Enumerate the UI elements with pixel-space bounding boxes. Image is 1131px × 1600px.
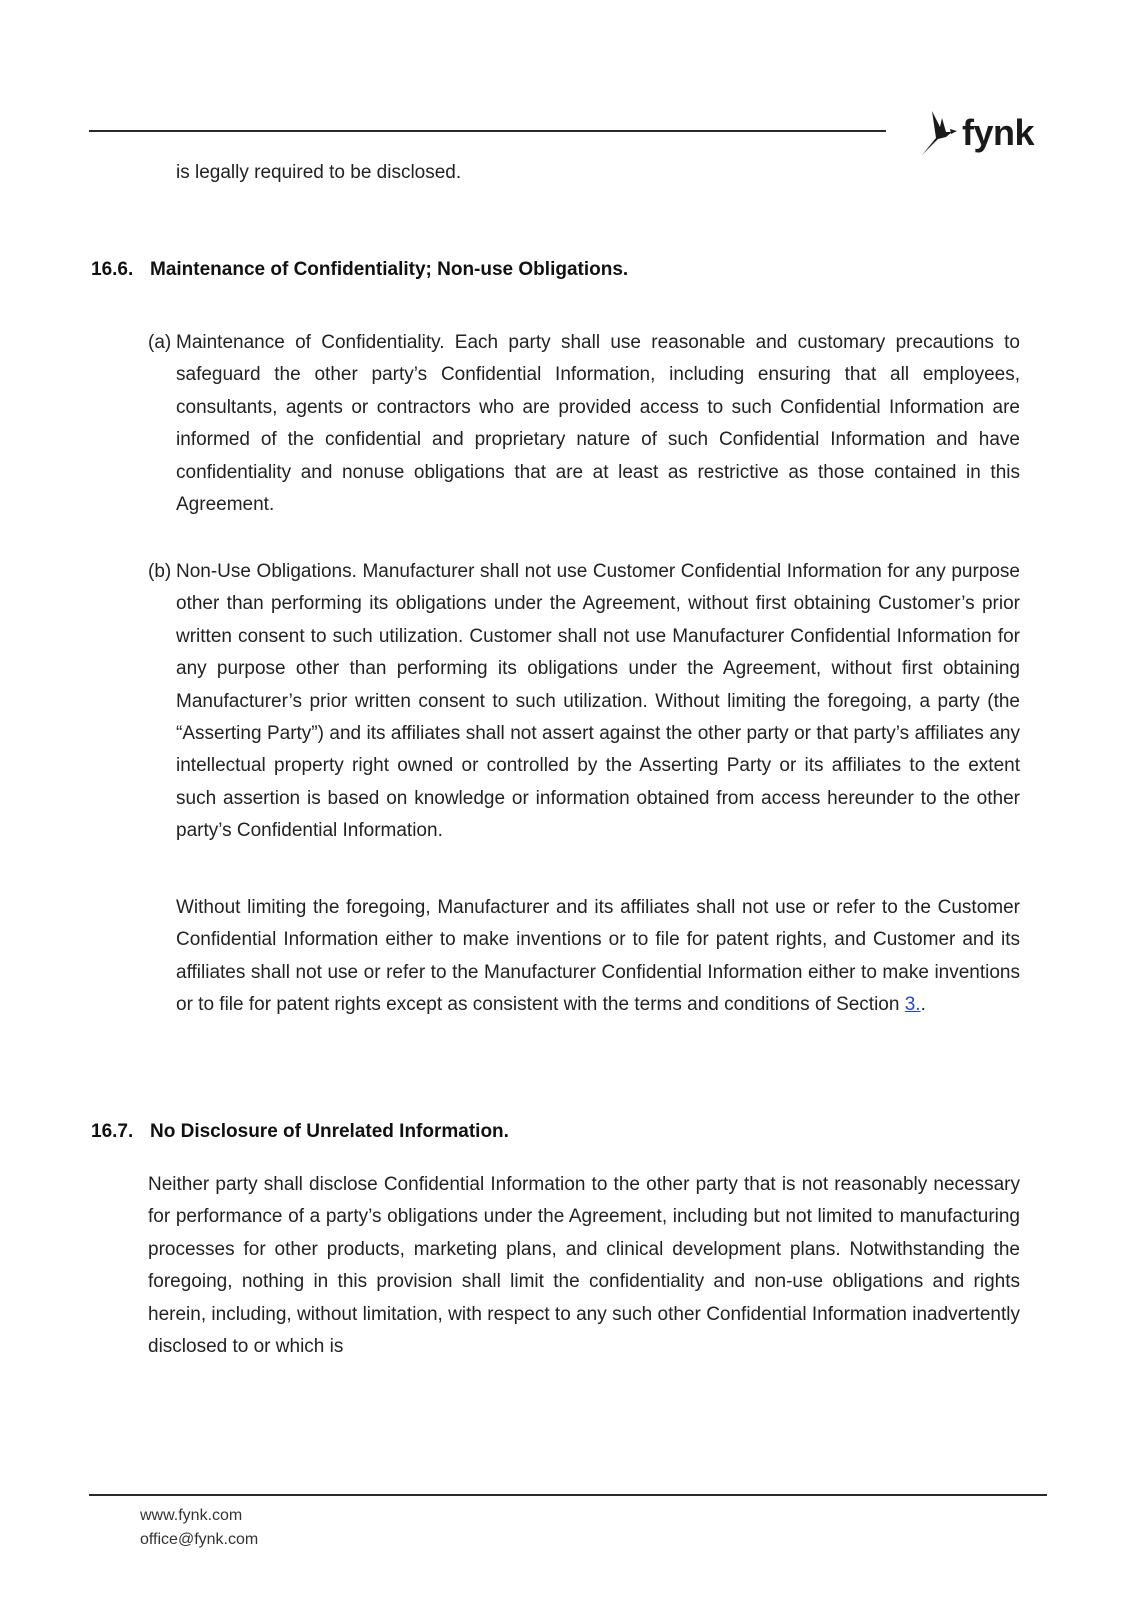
footer-email[interactable]: office@fynk.com bbox=[140, 1531, 259, 1548]
footer-contact bbox=[140, 1504, 258, 1552]
footer-divider bbox=[89, 1494, 1047, 1496]
section-16-7-text: Neither party shall disclose Confidential Information to the other party that is not reasonably necessary for performance of a party’s obligations under the Agreement, including but not limited to manufacturing processes for other products, marketing plans, and clinical development plans. Notwithstanding the foregoing, nothing in this provision shall limit the confidentiality and non-use obligations and rights herein, including, without limitation, with respect to any such other Confidential Information inadvertently disclosed to or which is bbox=[148, 1174, 1020, 1358]
section-3-link[interactable]: 3. bbox=[904, 994, 921, 1016]
clause-b-paragraph-2 bbox=[176, 892, 1020, 1022]
section-number: 16.6. bbox=[91, 259, 134, 280]
clause-b-text: Non-Use Obligations. Manufacturer shall not use Customer Confidential Information for any purpose other than performing its obligations under the Agreement, without first obtaining Customer’s prior written consent to such utilization. Customer shall not use Manufacturer Confidential Information for any purpose other than performing its obligations under the Agreement, without first obtaining Manufacturer’s prior written consent to such utilization. Without limiting the foregoing, a party (the “Asserting Party”) and its affiliates shall not assert against the other party or that party’s affiliates any intellectual property right owned or controlled by the Asserting Party or its affiliates to the extent such assertion is based on knowledge or information obtained from access hereunder to the other party’s Confidential Information. bbox=[176, 561, 1020, 842]
carryover-paragraph: is legally required to be disclosed. bbox=[176, 162, 462, 183]
section-title: Maintenance of Confidentiality; Non-use Obligations. bbox=[150, 259, 629, 280]
section-number: 16.7. bbox=[91, 1121, 134, 1142]
clause-a-text: Maintenance of Confidentiality. Each party shall use reasonable and customary precautions to safeguard the other party’s Confidential Information, including ensuring that all employees, consultants, agents or contractors who are provided access to such Confidential Information are informed of the confidential and proprietary nature of such Confidential Information and have confidentiality and nonuse obligations that are at least as restrictive as those contained in this Agreement. bbox=[176, 332, 1020, 516]
clause-b-label: (b) bbox=[148, 561, 172, 582]
header-divider bbox=[89, 130, 886, 132]
section-16-6-heading bbox=[91, 258, 628, 282]
clause-b-paragraph-2-text: Without limiting the foregoing, Manufacturer and its affiliates shall not use or refer to the Customer Confidential Information either to make inventions or to file for patent rights, and Customer and its affiliates shall not use or refer to the Manufacturer Confidential Information either to make inventions or to file for patent rights except as consistent with the terms and conditions of Section bbox=[176, 897, 1020, 1016]
logo-wordmark: fynk bbox=[962, 112, 1035, 153]
clause-a-label: (a) bbox=[148, 332, 172, 353]
section-16-7-heading bbox=[91, 1120, 509, 1144]
section-title: No Disclosure of Unrelated Information. bbox=[150, 1121, 509, 1142]
clause-b-paragraph-2-end: . bbox=[920, 994, 926, 1016]
fynk-logo bbox=[916, 105, 1048, 161]
footer-website[interactable]: www.fynk.com bbox=[140, 1507, 243, 1524]
bird-icon bbox=[916, 105, 960, 161]
